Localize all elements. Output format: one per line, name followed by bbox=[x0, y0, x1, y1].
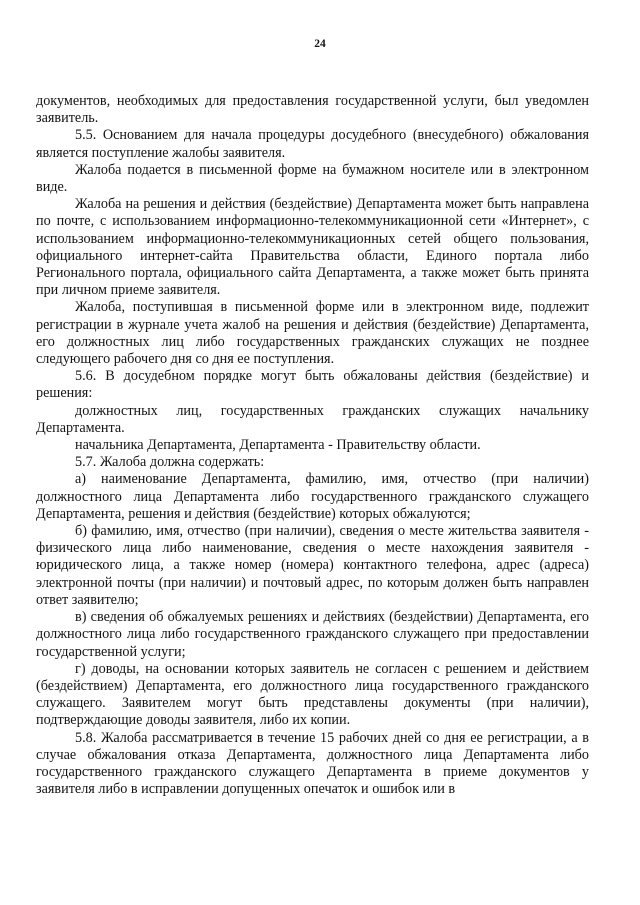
paragraph: 5.7. Жалоба должна содержать: bbox=[75, 454, 265, 471]
paragraph: 5.8. Жалоба рассматривается в течение 15 рабочих дней со дня ее регистрации, а в случае обжалования отказа Департамента, должностного лица Департамента либо государственного гражданского служащего Департамента в приеме документов у заявителя либо в исправлении допущенных опечаток и ошибок или в bbox=[36, 729, 589, 798]
document-body bbox=[36, 93, 589, 798]
list-item: б) фамилию, имя, отчество (при наличии), сведения о месте жительства заявителя - физического лица либо наименование, сведения о месте нахождения заявителя - юридического лица, а также номер (номера) контактного телефона, адрес (адреса) электронной почты (при наличии) и почтовый адрес, по которым должен быть направлен ответ заявителю; bbox=[36, 523, 589, 608]
paragraph: 5.5. Основанием для начала процедуры досудебного (внесудебного) обжалования является поступление жалобы заявителя. bbox=[36, 127, 589, 161]
paragraph: Жалоба, поступившая в письменной форме или в электронном виде, подлежит регистрации в журнале учета жалоб на решения и действия (бездействие) Департамента, его должностных лиц либо государственных гражданских служащих не позднее следующего рабочего дня со дня ее поступления. bbox=[36, 299, 589, 368]
paragraph: Жалоба на решения и действия (бездействие) Департамента может быть направлена по почте, с использованием информационно-телекоммуникационной сети «Интернет», с использованием информационно-телекоммуникационных сетей общего пользования, официального интернет-сайта Правительства области, Единого портала либо Регионального портала, официального сайта Департамента, а также может быть принята при личном приеме заявителя. bbox=[36, 196, 589, 299]
list-item: г) доводы, на основании которых заявитель не согласен с решением и действием (бездействием) Департамента, его должностного лица государственного гражданского служащего. Заявителем могут быть представлены документы (при наличии), подтверждающие доводы заявителя, либо их копии. bbox=[36, 660, 589, 729]
list-item: в) сведения об обжалуемых решениях и действиях (бездействии) Департамента, его должностного лица либо государственного гражданского служащего при предоставлении государственной услуги; bbox=[36, 609, 589, 660]
list-item: а) наименование Департамента, фамилию, имя, отчество (при наличии) должностного лица Департамента либо государственного гражданского служащего Департамента, решения и действия (бездействие) которых обжалуются; bbox=[36, 471, 589, 522]
paragraph: должностных лиц, государственных гражданских служащих начальнику Департамента. bbox=[36, 402, 589, 436]
paragraph: начальника Департамента, Департамента - Правительству области. bbox=[75, 437, 481, 454]
page-number: 24 bbox=[314, 38, 326, 50]
paragraph: документов, необходимых для предоставления государственной услуги, был уведомлен заявитель. bbox=[36, 93, 589, 127]
paragraph: Жалоба подается в письменной форме на бумажном носителе или в электронном виде. bbox=[36, 161, 589, 196]
paragraph: 5.6. В досудебном порядке могут быть обжалованы действия (бездействие) и решения: bbox=[36, 368, 589, 402]
